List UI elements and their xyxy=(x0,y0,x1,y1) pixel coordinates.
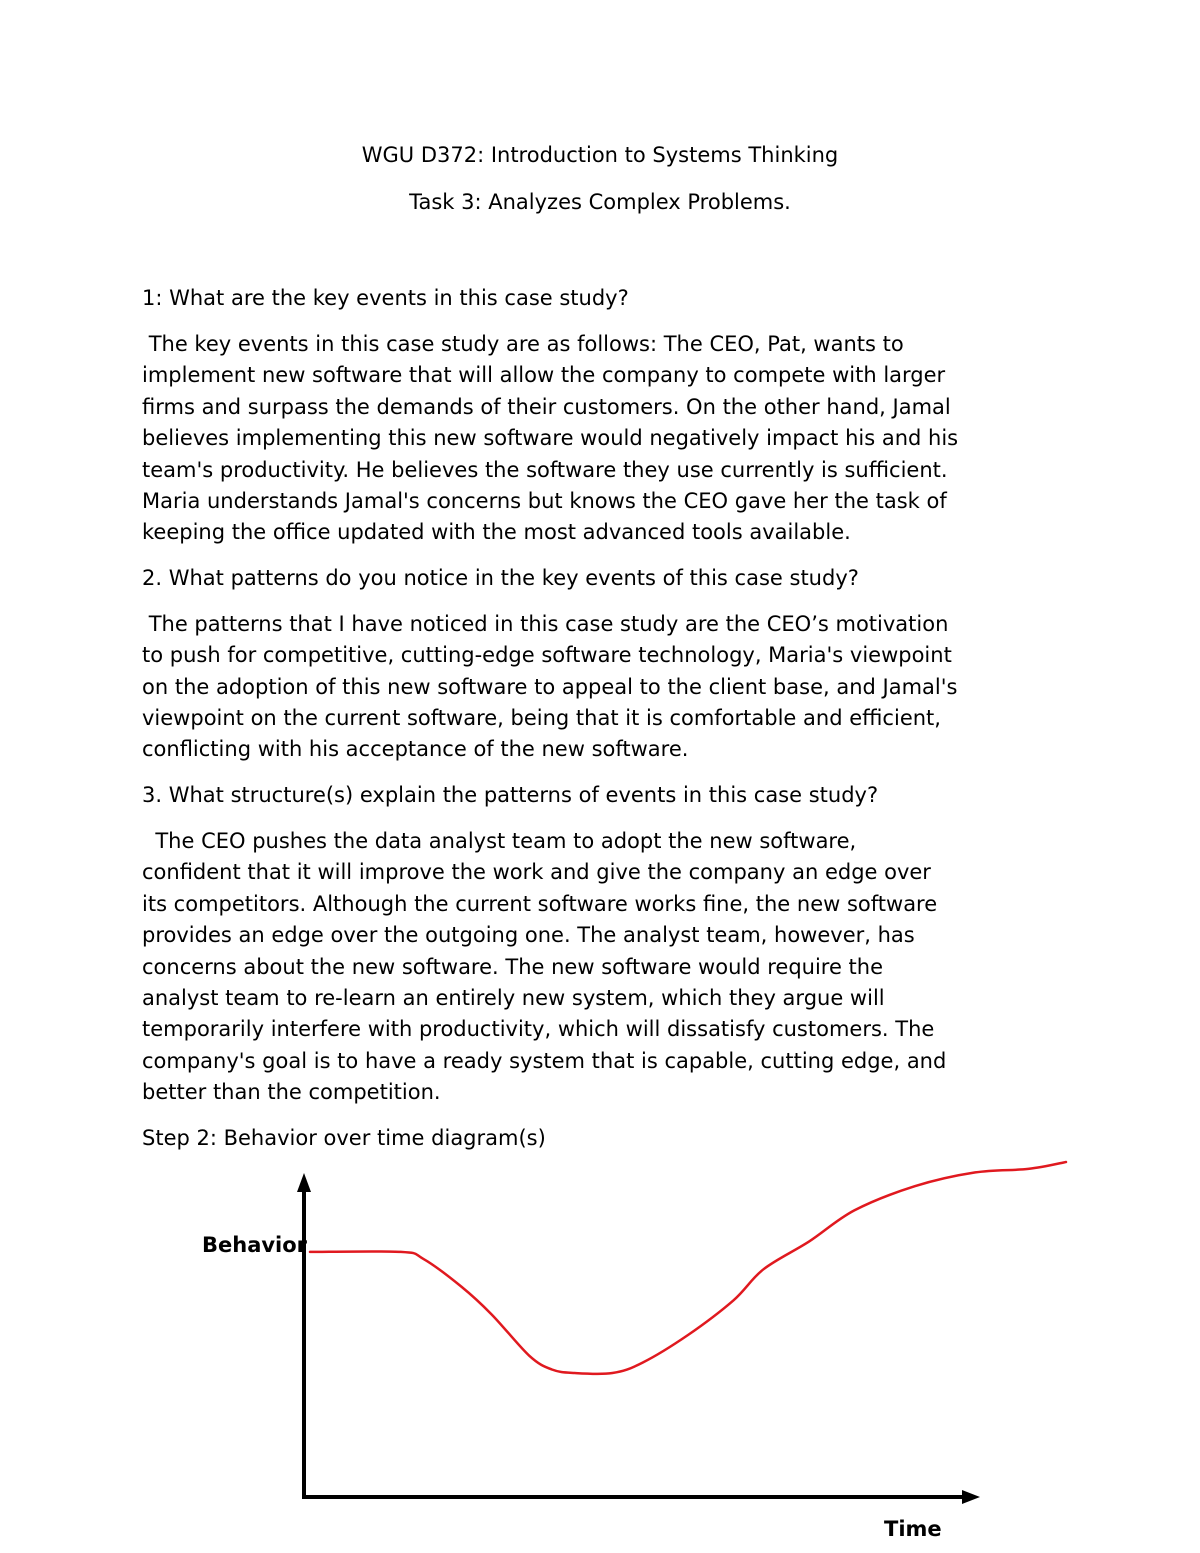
document-subtitle: Task 3: Analyzes Complex Problems. xyxy=(409,190,791,214)
answer-2: The patterns that I have noticed in this case study are the CEO’s motivation to push for competitive, cutting-edge software technology, Maria's viewpoint on the adoption of this new software to appeal to the client base, and Jamal's viewpoint on the current software, being that it is comfortable and efficient, conflicting with his acceptance of the new software. xyxy=(142,611,958,762)
series-line-behavior xyxy=(310,1162,1066,1374)
answer-1: The key events in this case study are as follows: The CEO, Pat, wants to implement new software that will allow the company to compete with larger firms and surpass the demands of their customers. On the other hand, Jamal believes implementing this new software would negatively impact his and his team's productivity. He believes the software they use currently is sufficient. Maria understands Jamal's concerns but knows the CEO gave her the task of keeping the office updated with the most advanced tools available. xyxy=(142,332,959,545)
document-title: WGU D372: Introduction to Systems Thinking xyxy=(361,143,839,167)
y-axis-label: Behavior xyxy=(202,1233,308,1257)
step2-heading: Step 2: Behavior over time diagram(s) xyxy=(142,1125,546,1150)
document-body xyxy=(142,283,1072,1154)
x-axis-label: Time xyxy=(884,1517,942,1541)
question-2: 2. What patterns do you notice in the key events of this case study? xyxy=(142,565,859,590)
y-axis-arrowhead xyxy=(297,1173,311,1192)
answer-3: The CEO pushes the data analyst team to adopt the new software, confident that it will improve the work and give the company an edge over its competitors. Although the current software works fine, the new software provides an edge over the outgoing one. The analyst team, however, has concerns about the new software. The new software would require the analyst team to re-learn an entirely new system, which they argue will temporarily interfere with productivity, which will dissatisfy customers. The company's goal is to have a ready system that is capable, cutting edge, and better than the competition. xyxy=(142,828,947,1105)
x-axis-arrowhead xyxy=(962,1490,980,1504)
question-1: 1: What are the key events in this case study? xyxy=(142,286,629,310)
question-3: 3. What structure(s) explain the patterns of events in this case study? xyxy=(142,782,879,807)
